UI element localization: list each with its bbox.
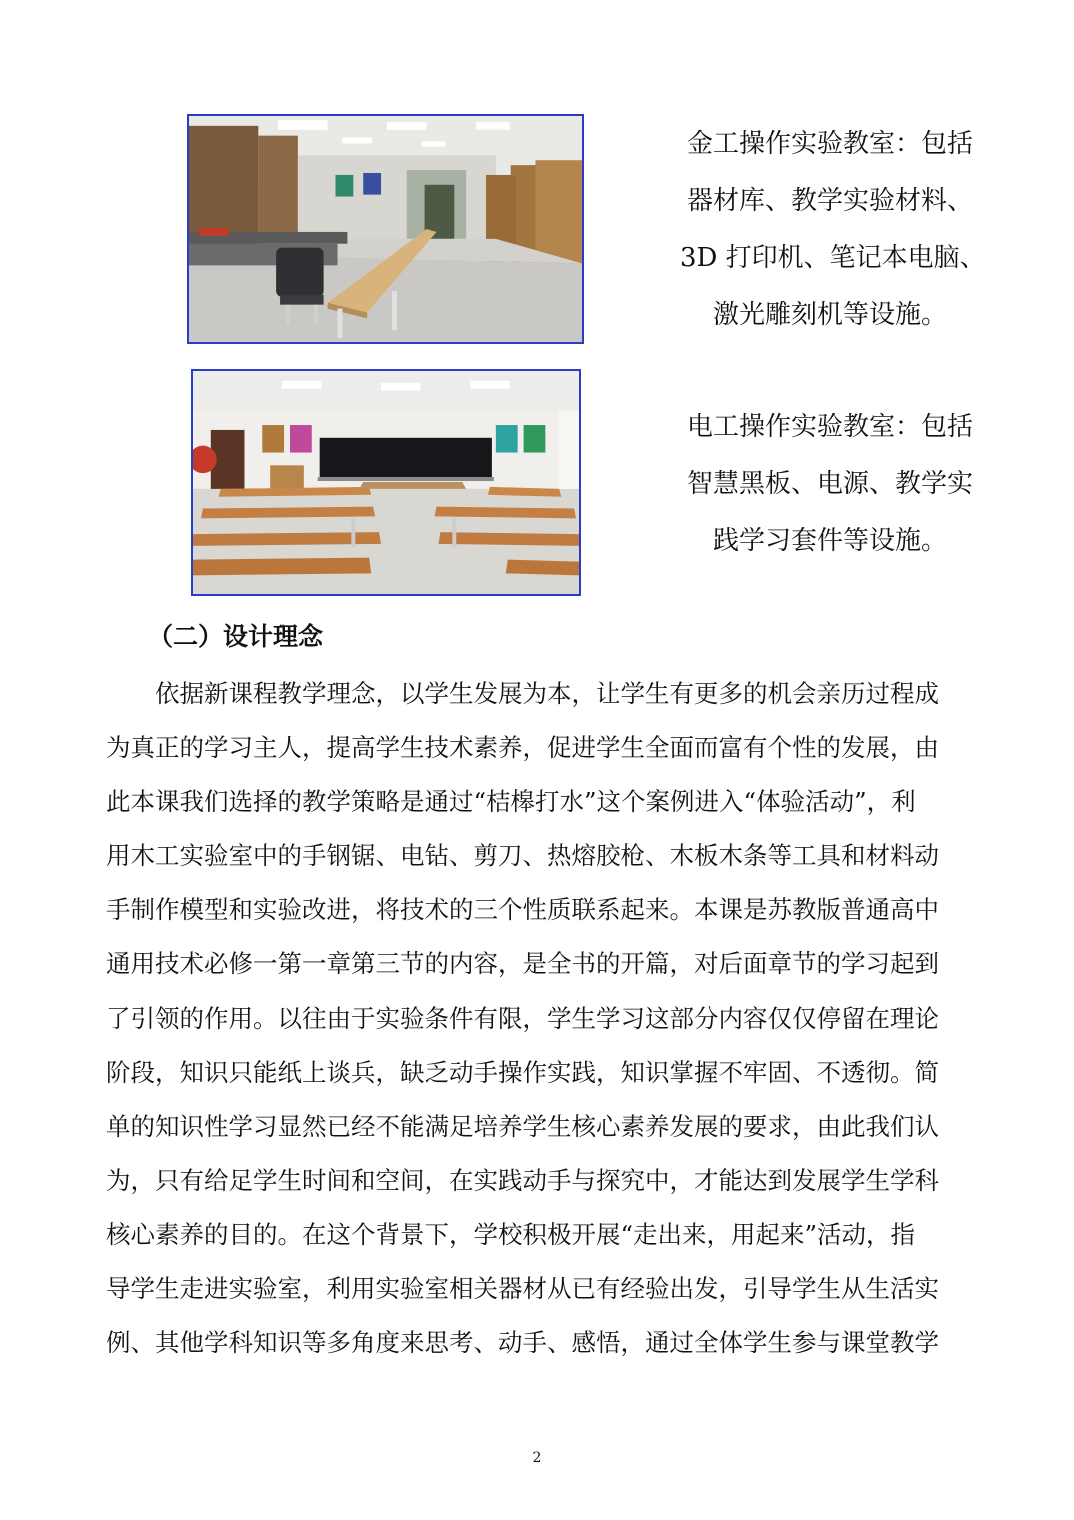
page-number: 2	[532, 1450, 542, 1466]
section-heading: （二）设计理念	[148, 622, 324, 651]
electrical-lab-caption	[680, 399, 980, 570]
metalwork-lab-caption	[680, 116, 986, 344]
paragraph-line: 单的知识性学习显然已经不能满足培养学生核心素养发展的要求，由此我们认	[106, 1111, 939, 1141]
caption-line: 器材库、教学实验材料、	[686, 186, 973, 216]
body-paragraph	[106, 667, 976, 1370]
figure-electrical-lab	[0, 369, 1074, 596]
paragraph-line: 手制作模型和实验改进，将技术的三个性质联系起来。本课是苏教版普通高中	[106, 895, 939, 925]
electrical-lab-photo	[191, 369, 581, 596]
paragraph-line: 导学生走进实验室，利用实验室相关器材从已有经验出发，引导学生从生活实	[106, 1274, 939, 1304]
paragraph-line: 为，只有给足学生时间和空间，在实践动手与探究中，才能达到发展学生学科	[106, 1165, 939, 1195]
paragraph-line: 了引领的作用。以往由于实验条件有限，学生学习这部分内容仅仅停留在理论	[106, 1003, 939, 1033]
caption-line: 践学习套件等设施。	[712, 526, 947, 556]
paragraph-line: 依据新课程教学理念，以学生发展为本，让学生有更多的机会亲历过程成	[155, 679, 939, 708]
caption-line: 智慧黑板、电源、教学实	[686, 469, 973, 499]
caption-line: 金工操作实验教室：包括	[686, 129, 973, 159]
caption-line: 电工操作实验教室：包括	[686, 412, 973, 442]
paragraph-line: 用木工实验室中的手钢锯、电钻、剪刀、热熔胶枪、木板木条等工具和材料动	[106, 841, 939, 871]
figure-metalwork-lab	[0, 114, 1074, 344]
paragraph-line: 阶段，知识只能纸上谈兵，缺乏动手操作实践，知识掌握不牢固、不透彻。简	[106, 1057, 939, 1087]
caption-line: 激光雕刻机等设施。	[712, 300, 947, 330]
paragraph-line: 通用技术必修一第一章第三节的内容，是全书的开篇，对后面章节的学习起到	[106, 949, 939, 979]
metalwork-lab-photo	[187, 114, 584, 344]
paragraph-line: 为真正的学习主人，提高学生技术素养，促进学生全面而富有个性的发展，由	[106, 733, 939, 763]
caption-line: 3D 打印机、笔记本电脑、	[680, 243, 986, 273]
paragraph-line: 核心素养的目的。在这个背景下，学校积极开展“走出来，用起来”活动，指	[106, 1219, 916, 1249]
paragraph-line: 例、其他学科知识等多角度来思考、动手、感悟，通过全体学生参与课堂教学	[106, 1328, 939, 1358]
paragraph-line: 此本课我们选择的教学策略是通过“桔槔打水”这个案例进入“体验活动”，利	[106, 787, 916, 817]
